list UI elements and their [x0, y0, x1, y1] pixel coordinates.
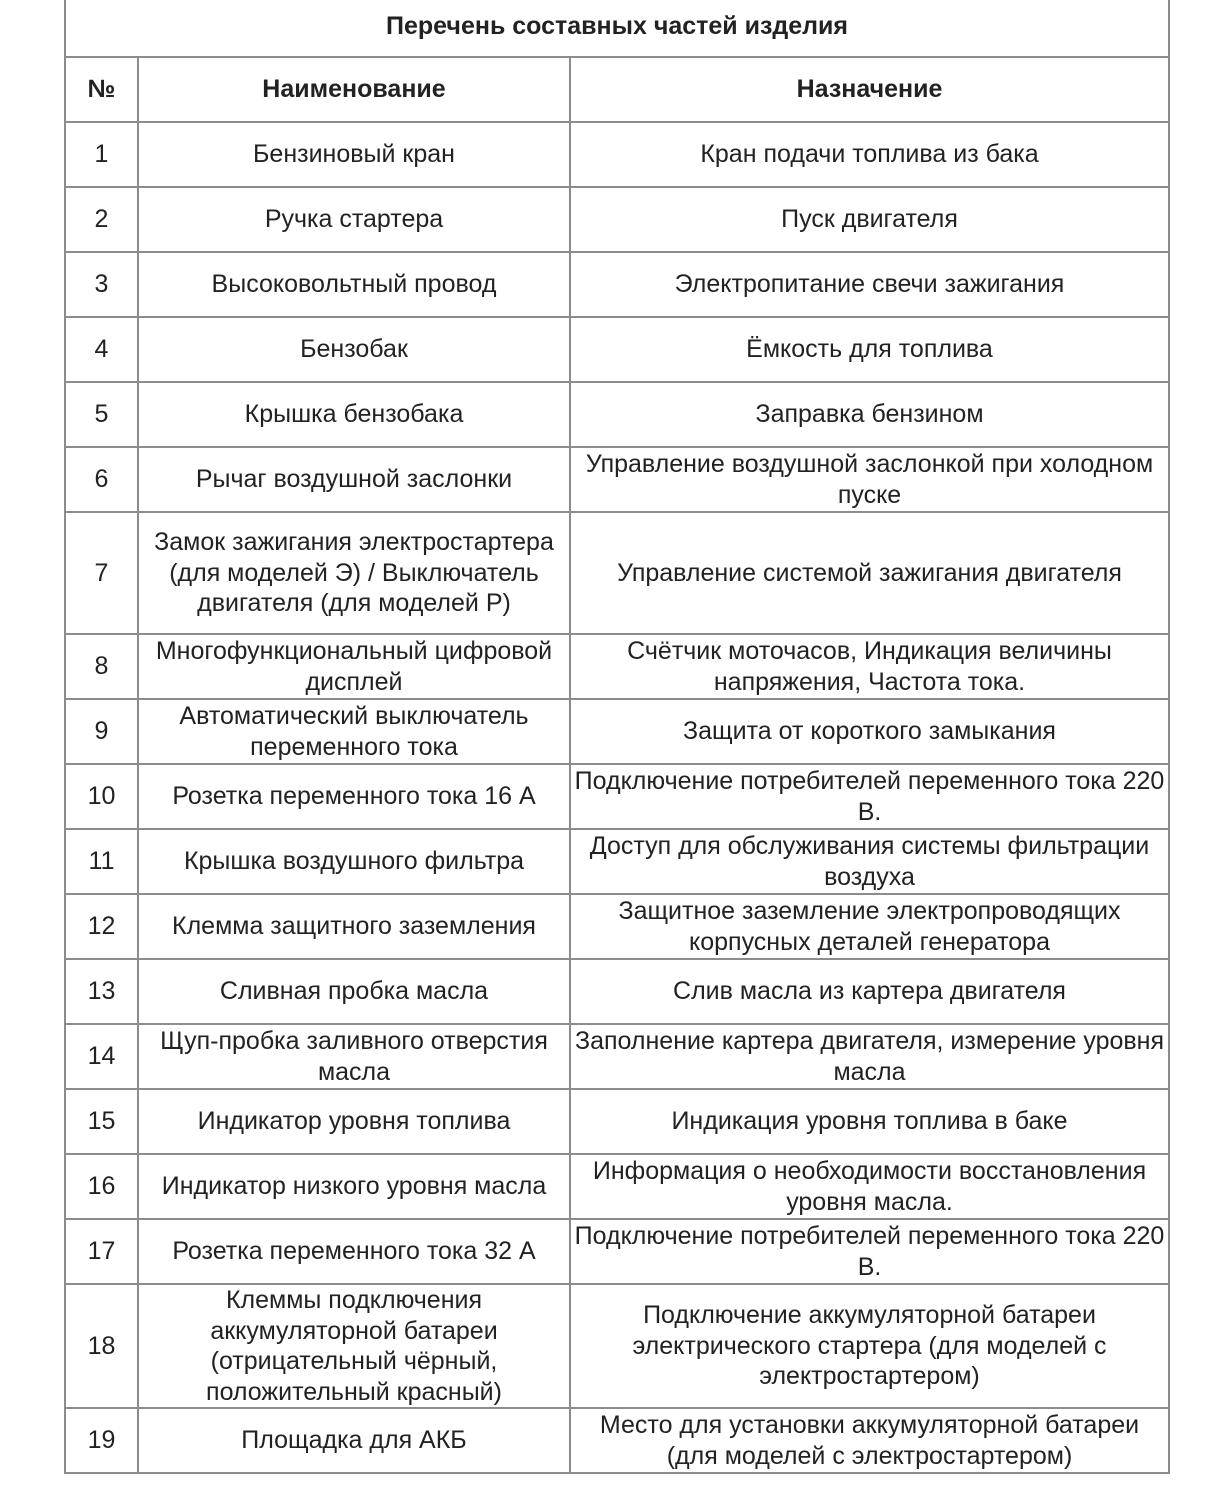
row-number: 16: [65, 1154, 138, 1219]
row-name: Многофункциональный цифровой дисплей: [138, 634, 570, 699]
row-purpose: Слив масла из картера двигателя: [570, 959, 1169, 1024]
row-name: Розетка переменного тока 32 А: [138, 1219, 570, 1284]
row-purpose: Защитное заземление электропроводящих корпусных деталей генератора: [570, 894, 1169, 959]
row-number: 17: [65, 1219, 138, 1284]
row-number: 3: [65, 252, 138, 317]
row-number: 14: [65, 1024, 138, 1089]
table-row: [65, 634, 1169, 699]
row-name: Бензиновый кран: [138, 122, 570, 187]
row-purpose: Доступ для обслуживания системы фильтрации воздуха: [570, 829, 1169, 894]
row-purpose: Заправка бензином: [570, 382, 1169, 447]
row-purpose: Счётчик моточасов, Индикация величины напряжения, Частота тока.: [570, 634, 1169, 699]
row-purpose: Заполнение картера двигателя, измерение уровня масла: [570, 1024, 1169, 1089]
row-purpose: Информация о необходимости восстановления уровня масла.: [570, 1154, 1169, 1219]
row-number: 5: [65, 382, 138, 447]
table-row: [65, 512, 1169, 634]
table-title-row: [65, 0, 1169, 57]
row-purpose: Управление системой зажигания двигателя: [570, 512, 1169, 634]
row-number: 19: [65, 1408, 138, 1473]
table-row: [65, 317, 1169, 382]
table-row: [65, 1219, 1169, 1284]
table-row: [65, 187, 1169, 252]
row-name: Клеммы подключения аккумуляторной батареи (отрицательный чёрный, положительный красный): [138, 1284, 570, 1408]
row-number: 11: [65, 829, 138, 894]
table-row: [65, 1154, 1169, 1219]
row-purpose: Подключение потребителей переменного тока 220 В.: [570, 764, 1169, 829]
row-purpose: Подключение потребителей переменного тока 220 В.: [570, 1219, 1169, 1284]
row-purpose: Защита от короткого замыкания: [570, 699, 1169, 764]
row-name: Крышка бензобака: [138, 382, 570, 447]
row-name: Автоматический выключатель переменного тока: [138, 699, 570, 764]
row-number: 10: [65, 764, 138, 829]
table-row: [65, 1284, 1169, 1408]
row-number: 12: [65, 894, 138, 959]
row-number: 4: [65, 317, 138, 382]
table-row: [65, 764, 1169, 829]
header-name: Наименование: [138, 57, 570, 122]
table-row: [65, 447, 1169, 512]
row-name: Рычаг воздушной заслонки: [138, 447, 570, 512]
row-name: Сливная пробка масла: [138, 959, 570, 1024]
table-row: [65, 382, 1169, 447]
row-name: Индикатор уровня топлива: [138, 1089, 570, 1154]
row-purpose: Кран подачи топлива из бака: [570, 122, 1169, 187]
row-name: Ручка стартера: [138, 187, 570, 252]
row-purpose: Пуск двигателя: [570, 187, 1169, 252]
row-name: Высоковольтный провод: [138, 252, 570, 317]
row-name: Щуп-пробка заливного отверстия масла: [138, 1024, 570, 1089]
row-name: Бензобак: [138, 317, 570, 382]
row-number: 1: [65, 122, 138, 187]
row-name: Крышка воздушного фильтра: [138, 829, 570, 894]
row-number: 9: [65, 699, 138, 764]
row-name: Индикатор низкого уровня масла: [138, 1154, 570, 1219]
row-purpose: Ёмкость для топлива: [570, 317, 1169, 382]
row-number: 18: [65, 1284, 138, 1408]
table-row: [65, 1408, 1169, 1473]
table-row: [65, 122, 1169, 187]
table-row: [65, 959, 1169, 1024]
table-row: [65, 1089, 1169, 1154]
header-number: №: [65, 57, 138, 122]
table-row: [65, 252, 1169, 317]
row-name: Замок зажигания электростартера (для моделей Э) / Выключатель двигателя (для моделей Р): [138, 512, 570, 634]
row-number: 13: [65, 959, 138, 1024]
table-header-row: [65, 57, 1169, 122]
header-purpose: Назначение: [570, 57, 1169, 122]
table-row: [65, 829, 1169, 894]
row-number: 2: [65, 187, 138, 252]
table-row: [65, 894, 1169, 959]
row-number: 6: [65, 447, 138, 512]
table-row: [65, 1024, 1169, 1089]
row-name: Розетка переменного тока 16 А: [138, 764, 570, 829]
row-number: 7: [65, 512, 138, 634]
row-name: Клемма защитного заземления: [138, 894, 570, 959]
row-purpose: Индикация уровня топлива в баке: [570, 1089, 1169, 1154]
row-purpose: Электропитание свечи зажигания: [570, 252, 1169, 317]
table-row: [65, 699, 1169, 764]
table-title: Перечень составных частей изделия: [65, 0, 1169, 57]
row-purpose: Место для установки аккумуляторной батареи (для моделей с электростартером): [570, 1408, 1169, 1473]
parts-table: [64, 0, 1170, 1474]
row-number: 8: [65, 634, 138, 699]
row-number: 15: [65, 1089, 138, 1154]
row-purpose: Подключение аккумуляторной батареи электрического стартера (для моделей с электростартером): [570, 1284, 1169, 1408]
row-purpose: Управление воздушной заслонкой при холодном пуске: [570, 447, 1169, 512]
row-name: Площадка для АКБ: [138, 1408, 570, 1473]
